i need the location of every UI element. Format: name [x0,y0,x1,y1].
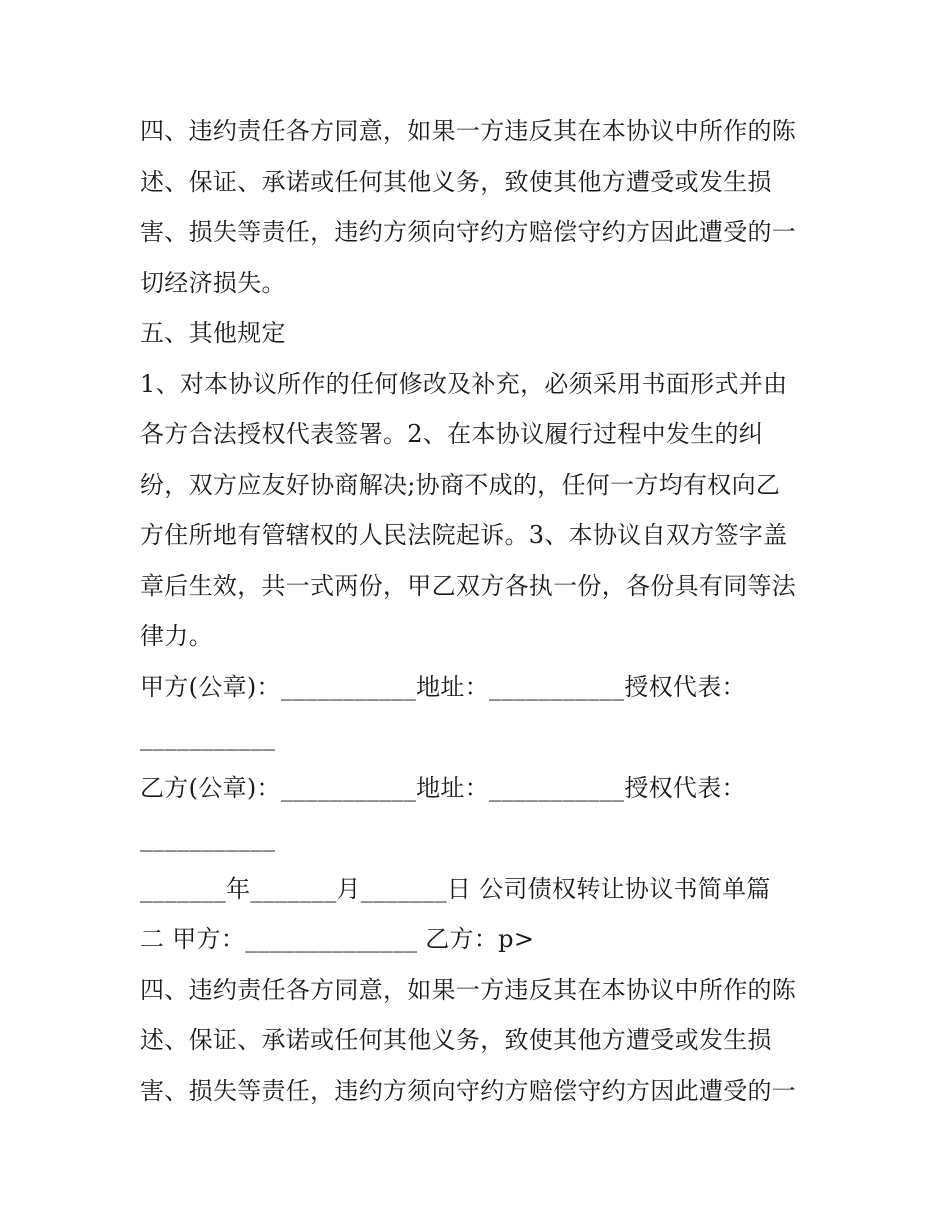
text-line: 害、损失等责任，违约方须向守约方赔偿守约方因此遭受的一 [140,218,797,246]
party-b-signature-line: 乙方(公章)：___________地址：___________授权代表： [140,773,746,802]
text-line: 方住所地有管辖权的人民法院起诉。3、本协议自双方签字盖 [140,521,788,549]
text-line: 切经济损失。 [140,268,286,297]
text-line: 述、保证、承诺或任何其他义务，致使其他方遭受或发生损 [140,1026,772,1054]
text-line: 害、损失等责任，违约方须向守约方赔偿守约方因此遭受的一 [140,1076,797,1105]
text-line: 各方合法授权代表签署。2、在本协议履行过程中发生的纠 [140,420,764,448]
party-b-representative-blank: ___________ [140,824,276,852]
text-line: 章后生效，共一式两份，甲乙双方各执一份，各份具有同等法 [140,571,797,600]
text-line: 四、违约责任各方同意，如果一方违反其在本协议中所作的陈 [140,975,797,1004]
date-line: _______年_______月_______日 公司债权转让协议书简单篇 [140,874,771,903]
text-line: 述、保证、承诺或任何其他义务，致使其他方遭受或发生损 [140,167,772,196]
party-a-representative-blank: ___________ [140,723,276,751]
text-line: 纷，双方应友好协商解决;协商不成的，任何一方均有权向乙 [140,470,781,499]
party-a-signature-line: 甲方(公章)：___________地址：___________授权代表： [140,672,746,701]
text-line: 1、对本协议所作的任何修改及补充，必须采用书面形式并由 [140,369,788,398]
document-body [140,106,820,1116]
section-heading: 五、其他规定 [140,319,286,347]
parties-line: 二 甲方：______________ 乙方：p> [140,925,535,953]
text-line: 律力。 [140,622,213,650]
text-line: 四、违约责任各方同意，如果一方违反其在本协议中所作的陈 [140,117,797,145]
